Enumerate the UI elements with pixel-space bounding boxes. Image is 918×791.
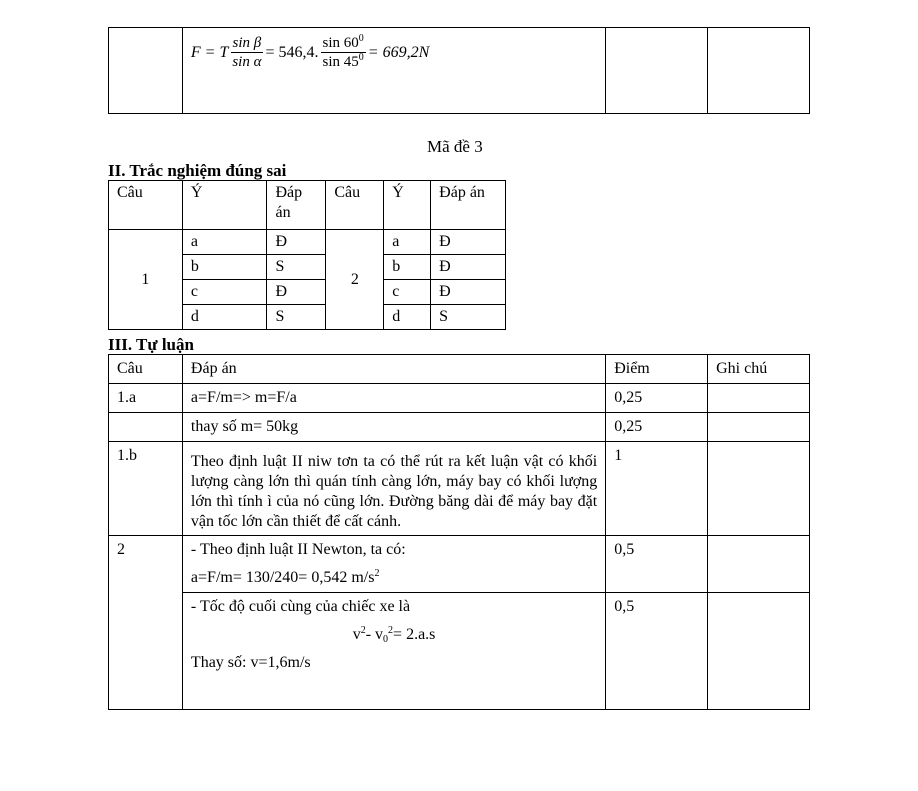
tf-header-answer2: Đáp án (431, 181, 506, 230)
tf-q2-number: 2 (326, 230, 384, 330)
formula-frac1 (230, 34, 263, 71)
formula-cau-cell (109, 28, 183, 114)
eq-mid: - v (365, 626, 384, 643)
tf-y1: a (182, 230, 267, 255)
essay-row (109, 442, 810, 536)
acceleration-text: a=F/m= 130/240= 0,542 m/s (190, 569, 375, 586)
tf-header-answer1: Đáp án (267, 181, 326, 230)
essay-header-score: Điểm (606, 355, 708, 384)
frac2-denominator: sin 45 (322, 54, 359, 70)
essay-cau: 1.b (109, 442, 183, 536)
essay-header-note: Ghi chú (708, 355, 810, 384)
acceleration-exponent: 2 (374, 568, 380, 579)
essay-note (708, 442, 810, 536)
frac1-numerator: sin β (232, 35, 262, 51)
essay-answer: a=F/m=> m=F/a (182, 384, 605, 413)
essay-answer-line: Thay số: v=1,6m/s (190, 654, 311, 671)
essay-table (108, 354, 810, 710)
essay-note (708, 536, 810, 593)
formula-score-cell (606, 28, 708, 114)
tf-row (109, 230, 506, 255)
tf-y1: d (182, 305, 267, 330)
tf-a1: Đ (267, 280, 326, 305)
formula-rhs: = 669,2N (367, 43, 430, 61)
tf-y2: d (384, 305, 431, 330)
tf-header-row (109, 181, 506, 230)
section-3-title: III. Tự luận (108, 335, 194, 354)
tf-y2: c (384, 280, 431, 305)
tf-y2: b (384, 255, 431, 280)
tf-a1: S (267, 305, 326, 330)
tf-y1: c (182, 280, 267, 305)
frac2-num-degree: 0 (358, 33, 364, 44)
essay-header-cau: Câu (109, 355, 183, 384)
velocity-equation (191, 624, 597, 646)
eq-v0-sub: 0 (383, 634, 389, 645)
frac2-den-degree: 0 (358, 52, 364, 63)
tf-y2: a (384, 230, 431, 255)
true-false-table (108, 180, 506, 330)
essay-answer: Theo định luật II niw tơn ta có thể rút ra kết luận vật có khối lượng càng lớn thì quán tính càng lớn, máy bay có khối lượng lớn thì tính ì của nó cũng lớn. Đường băng dài để máy bay đặt vận tốc lớn cần thiết để cất cánh. (182, 442, 605, 536)
tf-header-cau2: Câu (326, 181, 384, 230)
tf-header-y1: Ý (182, 181, 267, 230)
force-formula (191, 28, 597, 71)
essay-note (708, 593, 810, 710)
section-2-title: II. Trắc nghiệm đúng sai (108, 161, 287, 180)
essay-answer (182, 536, 605, 593)
formula-table (108, 27, 810, 114)
essay-score: 1 (606, 442, 708, 536)
essay-row (109, 536, 810, 593)
formula-frac2 (321, 34, 366, 71)
formula-note-cell (708, 28, 810, 114)
essay-row (109, 413, 810, 442)
essay-note (708, 413, 810, 442)
essay-cau (109, 413, 183, 442)
formula-cell (182, 28, 605, 114)
essay-note (708, 384, 810, 413)
tf-q1-number: 1 (109, 230, 183, 330)
tf-y1: b (182, 255, 267, 280)
essay-score: 0,5 (606, 536, 708, 593)
tf-a2: S (431, 305, 506, 330)
essay-answer: thay số m= 50kg (182, 413, 605, 442)
essay-answer-line: - Tốc độ cuối cùng của chiếc xe là (190, 598, 411, 615)
frac1-denominator: sin α (232, 54, 262, 70)
essay-row (109, 384, 810, 413)
essay-row (109, 593, 810, 710)
essay-answer (182, 593, 605, 710)
essay-score: 0,5 (606, 593, 708, 710)
essay-score: 0,25 (606, 413, 708, 442)
tf-a2: Đ (431, 230, 506, 255)
essay-answer-line (191, 567, 597, 589)
formula-lhs: F = T (190, 43, 229, 61)
exam-code-label: Mã đề 3 (427, 137, 483, 156)
eq-v-exp: 2 (360, 625, 366, 636)
frac2-numerator: sin 60 (322, 35, 359, 51)
tf-a2: Đ (431, 255, 506, 280)
essay-cau: 1.a (109, 384, 183, 413)
essay-header-row (109, 355, 810, 384)
essay-score: 0,25 (606, 384, 708, 413)
tf-header-y2: Ý (384, 181, 431, 230)
tf-a1: S (267, 255, 326, 280)
essay-cau: 2 (109, 536, 183, 710)
eq-v0-exp: 2 (388, 625, 394, 636)
tf-header-cau1: Câu (109, 181, 183, 230)
formula-mid: = 546,4. (265, 43, 319, 61)
eq-end: = 2.a.s (393, 626, 436, 643)
tf-a2: Đ (431, 280, 506, 305)
eq-v: v (352, 626, 361, 643)
essay-answer-line: - Theo định luật II Newton, ta có: (190, 541, 406, 558)
tf-a1: Đ (267, 230, 326, 255)
essay-header-answer: Đáp án (182, 355, 605, 384)
